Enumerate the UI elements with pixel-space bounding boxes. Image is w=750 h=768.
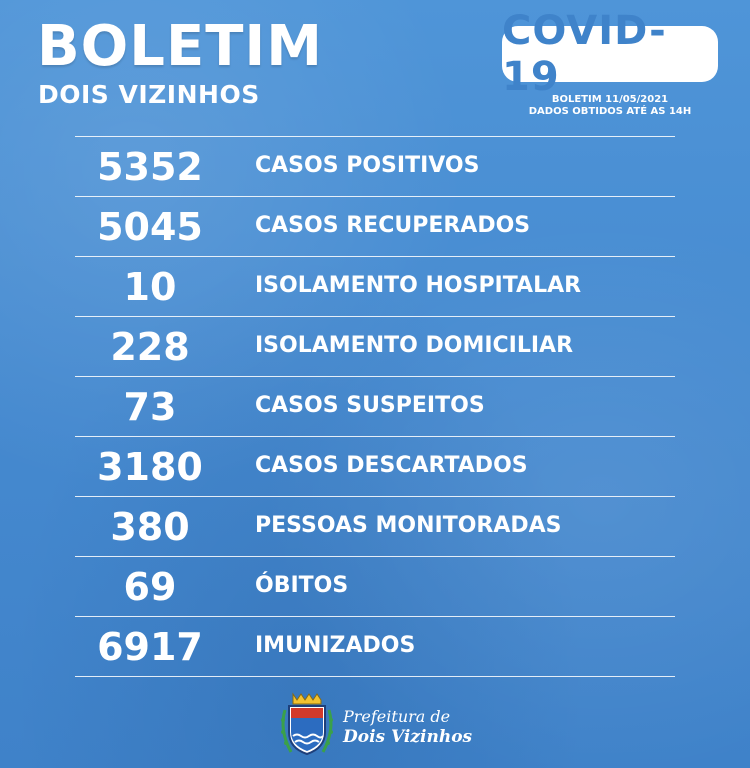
stat-value: 10 [123,265,177,309]
stat-row [75,256,675,316]
stat-value: 6917 [97,625,203,669]
stat-label: IMUNIZADOS [255,633,416,658]
stat-value: 5045 [97,205,203,249]
stat-label: CASOS SUSPEITOS [255,393,485,418]
stat-value: 3180 [97,445,203,489]
stat-label: ÓBITOS [255,573,349,598]
coat-of-arms-icon [277,690,337,758]
stat-label: CASOS RECUPERADOS [255,213,531,238]
covid-badge: COVID-19 [502,26,718,82]
stat-value: 228 [110,325,190,369]
stat-row [75,376,675,436]
footer-prefeitura: Prefeitura de [343,707,451,726]
stat-label: ISOLAMENTO HOSPITALAR [255,273,582,298]
stat-label: CASOS POSITIVOS [255,153,480,178]
stat-row [75,316,675,376]
stat-value: 73 [123,385,177,429]
stat-value: 380 [110,505,190,549]
stat-label: CASOS DESCARTADOS [255,453,528,478]
stat-row [75,436,675,496]
stat-row [75,196,675,256]
stat-label: ISOLAMENTO DOMICILIAR [255,333,574,358]
stat-row [75,556,675,616]
footer-city-name: Dois Vizinhos [343,727,473,747]
stat-label: PESSOAS MONITORADAS [255,513,562,538]
bulletin-date: BOLETIM 11/05/2021 [551,94,669,105]
city-subtitle: DOIS VIZINHOS [38,80,260,109]
stat-row [75,136,675,196]
stat-row [75,496,675,556]
data-time-note: DADOS OBTIDOS ATÉ AS 14H [528,106,692,117]
stats-table [75,136,675,677]
stat-row [75,616,675,677]
stat-value: 5352 [97,145,203,189]
stat-value: 69 [123,565,177,609]
page-title: BOLETIM [37,14,323,79]
